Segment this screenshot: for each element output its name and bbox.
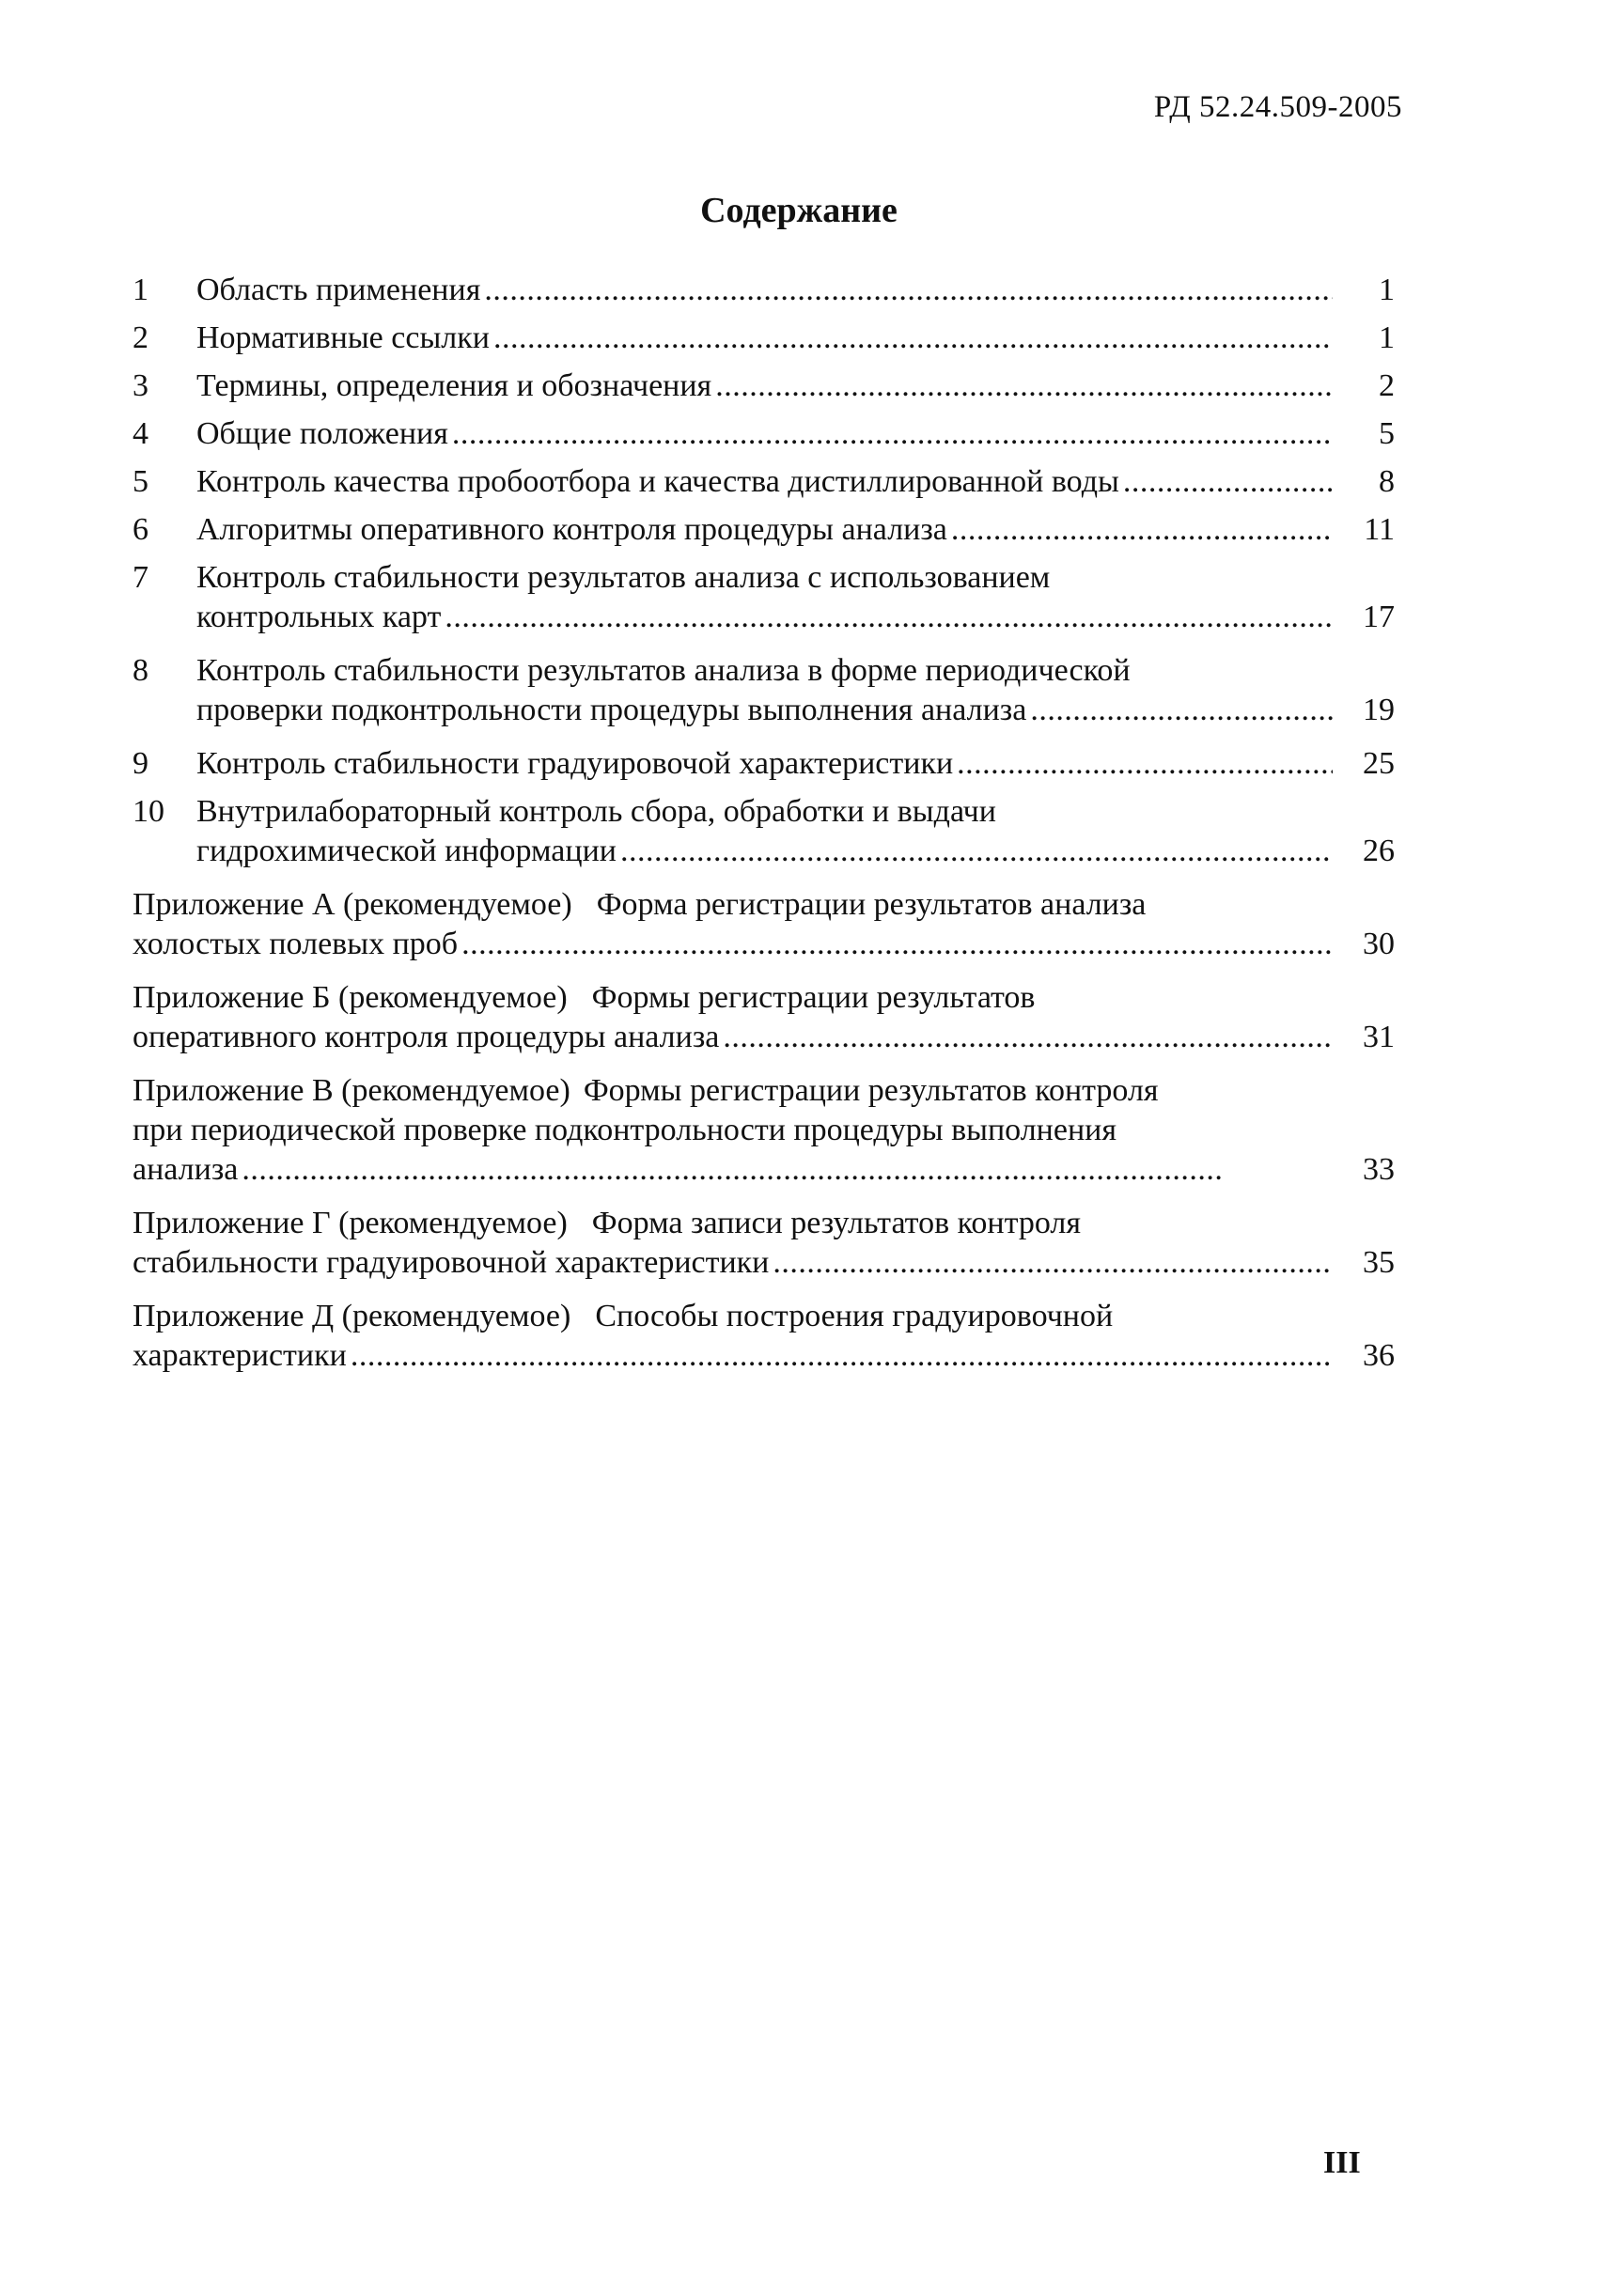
toc-entry-title: Термины, определения и обозначения — [196, 368, 712, 403]
toc-entry-title: Контроль стабильности результатов анализа с использованием — [196, 560, 1051, 595]
leader-dots — [445, 598, 1333, 637]
appendix-page: 33 — [1363, 1152, 1395, 1187]
toc-entry-title: Алгоритмы оперативного контроля процедуры анализа — [196, 512, 947, 547]
toc-entry-page: 8 — [1379, 464, 1395, 499]
toc-entry[interactable] — [133, 510, 1395, 550]
leader-dots — [1123, 462, 1333, 502]
leader-dots — [951, 510, 1333, 550]
toc-entry-title-cont: гидрохимической информации — [196, 834, 617, 868]
leader-dots — [452, 414, 1333, 454]
toc-entry-number: 7 — [133, 560, 148, 595]
leader-dots — [620, 832, 1333, 871]
leader-dots — [957, 744, 1333, 784]
toc-entry[interactable] — [133, 651, 1395, 730]
appendix-page: 31 — [1363, 1020, 1395, 1054]
toc-entry-title-cont: проверки подконтрольности процедуры выполнения анализа — [196, 693, 1027, 727]
toc-appendix[interactable] — [133, 1071, 1395, 1190]
leader-dots — [484, 271, 1333, 310]
document-code: РД 52.24.509-2005 — [1153, 90, 1402, 124]
toc-entry-number: 2 — [133, 320, 148, 355]
appendix-title-cont: холостых полевых проб — [133, 927, 459, 961]
toc-entry[interactable] — [133, 319, 1395, 358]
leader-dots — [493, 319, 1333, 358]
leader-dots — [242, 1150, 1333, 1190]
leader-dots — [715, 366, 1333, 406]
appendix-page: 35 — [1363, 1245, 1395, 1280]
appendix-title: Формы регистрации результатов — [591, 980, 1036, 1015]
toc-entry-number: 5 — [133, 464, 148, 499]
toc-entry-number: 8 — [133, 653, 148, 688]
leader-dots — [723, 1018, 1333, 1057]
toc-entry-number: 10 — [133, 794, 164, 829]
appendix-title-cont: стабильности градуировочной характеристики — [133, 1245, 770, 1280]
toc-entry-title: Контроль стабильности градуировочой характеристики — [196, 746, 954, 781]
toc-entry[interactable] — [133, 792, 1395, 871]
appendix-title: Формы регистрации результатов контроля — [583, 1073, 1159, 1108]
toc-entry-number: 4 — [133, 416, 148, 451]
toc-entry-page: 2 — [1379, 368, 1395, 403]
appendix-label: Приложение В (рекомендуемое) — [133, 1073, 570, 1108]
toc-title: Содержание — [700, 191, 898, 230]
toc-entry[interactable] — [133, 271, 1395, 310]
appendix-title: Форма регистрации результатов анализа — [596, 887, 1147, 922]
toc-appendix[interactable] — [133, 885, 1395, 964]
appendix-title-cont: характеристики — [133, 1338, 347, 1373]
toc-appendix[interactable] — [133, 1204, 1395, 1283]
toc-entry[interactable] — [133, 744, 1395, 784]
toc-entry-page: 25 — [1363, 746, 1395, 781]
toc-entry-page: 1 — [1379, 320, 1395, 355]
leader-dots — [351, 1336, 1333, 1376]
toc-entry-title: Нормативные ссылки — [196, 320, 490, 355]
toc-entry-page: 26 — [1363, 834, 1395, 868]
toc-entry-title: Область применения — [196, 273, 481, 307]
toc-entry-page: 11 — [1364, 512, 1395, 547]
toc-entry-title-cont: контрольных карт — [196, 600, 442, 634]
appendix-page: 30 — [1363, 927, 1395, 961]
appendix-page: 36 — [1363, 1338, 1395, 1373]
toc-appendix[interactable] — [133, 1297, 1395, 1376]
appendix-label: Приложение Б (рекомендуемое) — [133, 980, 568, 1015]
toc-entry-number: 6 — [133, 512, 148, 547]
toc-entry-number: 3 — [133, 368, 148, 403]
toc-entry[interactable] — [133, 414, 1395, 454]
appendix-label: Приложение Г (рекомендуемое) — [133, 1206, 568, 1240]
toc-entry[interactable] — [133, 462, 1395, 502]
leader-dots — [461, 925, 1333, 964]
toc-entry-page: 19 — [1363, 693, 1395, 727]
leader-dots — [1030, 691, 1333, 730]
leader-dots — [773, 1243, 1333, 1283]
toc-entry[interactable] — [133, 366, 1395, 406]
table-of-contents — [133, 271, 1395, 1390]
appendix-title-cont: анализа — [133, 1152, 239, 1187]
toc-entry-title: Общие положения — [196, 416, 448, 451]
toc-entry-page: 1 — [1379, 273, 1395, 307]
toc-entry-title: Контроль стабильности результатов анализа в форме периодической — [196, 653, 1131, 688]
appendix-title: Форма записи результатов контроля — [591, 1206, 1082, 1240]
toc-entry-number: 9 — [133, 746, 148, 781]
page-number: III — [1323, 2145, 1361, 2180]
toc-entry-page: 17 — [1363, 600, 1395, 634]
toc-entry-title: Контроль качества пробоотбора и качества дистиллированной воды — [196, 464, 1119, 499]
appendix-title: Способы построения градуировочной — [595, 1299, 1114, 1333]
appendix-label: Приложение А (рекомендуемое) — [133, 887, 572, 922]
appendix-label: Приложение Д (рекомендуемое) — [133, 1299, 571, 1333]
toc-entry-title: Внутрилабораторный контроль сбора, обработки и выдачи — [196, 794, 996, 829]
toc-entry[interactable] — [133, 558, 1395, 637]
toc-appendix[interactable] — [133, 978, 1395, 1057]
appendix-title-cont: оперативного контроля процедуры анализа — [133, 1020, 720, 1054]
toc-entry-number: 1 — [133, 273, 148, 307]
appendix-title-cont: при периодической проверке подконтрольности процедуры выполнения — [133, 1113, 1116, 1147]
toc-entry-page: 5 — [1379, 416, 1395, 451]
